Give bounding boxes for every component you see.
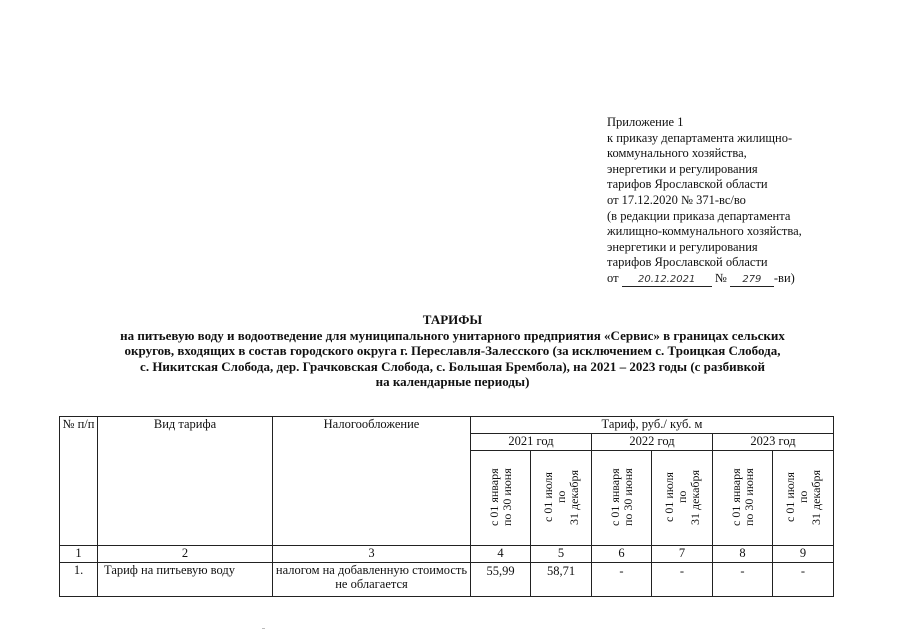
appendix-line: к приказу департамента жилищно- [607, 130, 793, 145]
column-number: 4 [471, 546, 531, 563]
appendix-date-prefix: от [607, 270, 619, 285]
column-number: 5 [531, 546, 592, 563]
title-line: на календарные периоды) [375, 374, 530, 390]
header-period-first: с 01 января по 30 июня [471, 451, 531, 546]
appendix-block [607, 115, 897, 287]
handwritten-date: 20.12.2021 [622, 274, 712, 287]
table-row [60, 563, 834, 597]
title-line: округов, входящих в состав городского округа г. Переславля-Залесского (за исключением с. Троицкая Слобода, [124, 343, 781, 359]
row-tax: налогом на добавленную стоимость не облагается [273, 563, 471, 597]
column-number: 7 [652, 546, 713, 563]
header-period-first: с 01 января по 30 июня [592, 451, 652, 546]
row-value: - [773, 563, 834, 597]
title-line: на питьевую воду и водоотведение для муниципального унитарного предприятия «Сервис» в границах сельских [120, 327, 785, 343]
title-heading: ТАРИФЫ [422, 312, 483, 327]
appendix-line: энергетики и регулирования [607, 161, 758, 176]
column-number: 1 [60, 546, 98, 563]
appendix-line: тарифов Ярославской области [607, 255, 768, 270]
row-value: 58,71 [531, 563, 592, 597]
document-title [30, 312, 875, 390]
appendix-line: тарифов Ярославской области [607, 177, 768, 192]
title-line: с. Никитская Слобода, дер. Грачковская Слобода, с. Большая Брембола), на 2021 – 2023 годы (с разбивкой [140, 358, 765, 374]
row-value: 55,99 [471, 563, 531, 597]
row-value: - [652, 563, 713, 597]
header-period-first: с 01 января по 30 июня [713, 451, 773, 546]
column-number: 8 [713, 546, 773, 563]
column-number: 9 [773, 546, 834, 563]
appendix-line: от 17.12.2020 № 371-вс/во [607, 192, 746, 207]
header-tariff: Тариф, руб./ куб. м [471, 417, 834, 434]
number-sign: № [714, 270, 727, 285]
appendix-line: (в редакции приказа департамента [607, 208, 791, 223]
order-suffix: -ви) [773, 270, 795, 285]
column-number: 3 [273, 546, 471, 563]
header-period-second: с 01 июля по 31 декабря [773, 451, 834, 546]
header-year: 2023 год [713, 434, 834, 451]
header-tax: Налогообложение [273, 417, 471, 546]
header-num: № п/п [60, 417, 98, 546]
appendix-line: энергетики и регулирования [607, 239, 758, 254]
column-number: 2 [98, 546, 273, 563]
appendix-last-line [607, 271, 897, 287]
header-year: 2021 год [471, 434, 592, 451]
appendix-line: жилищно-коммунального хозяйства, [607, 224, 802, 239]
header-year: 2022 год [592, 434, 713, 451]
row-value: - [592, 563, 652, 597]
header-period-second: с 01 июля по 31 декабря [531, 451, 592, 546]
column-number: 6 [592, 546, 652, 563]
header-type: Вид тарифа [98, 417, 273, 546]
handwritten-number: 279 [730, 274, 774, 287]
header-period-second: с 01 июля по 31 декабря [652, 451, 713, 546]
row-value: - [713, 563, 773, 597]
row-num: 1. [60, 563, 98, 597]
row-type: Тариф на питьевую воду [98, 563, 273, 597]
tariffs-table [59, 416, 834, 597]
appendix-line: Приложение 1 [607, 115, 684, 129]
appendix-line: коммунального хозяйства, [607, 146, 747, 161]
scan-speck [262, 628, 265, 629]
